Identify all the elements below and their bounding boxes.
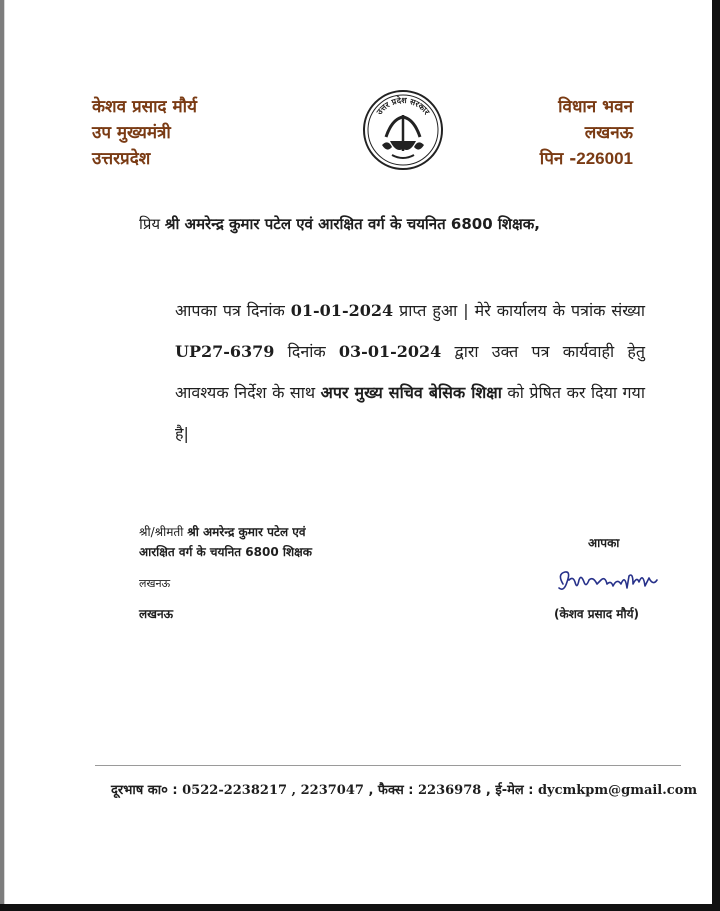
reference-date: 03-01-2024 [338,342,442,361]
emblem-text: उत्तर प्रदेश सरकार [374,95,432,117]
pin-number: 226001 [576,149,633,168]
recipient-city-1: लखनऊ [139,577,171,590]
phone-numbers: 0522-2238217 , 2237047 [182,783,364,798]
sender-state: उत्तरप्रदेश [92,149,151,169]
salutation [139,214,540,234]
salutation-addressee: श्री अमरेन्द्र कुमार पटेल एवं आरक्षित वर्ग के चयनित 6800 शिक्षक, [164,215,540,233]
footer-contact [111,780,697,798]
signatory-name: (केशव प्रसाद मौर्य) [554,607,640,621]
phone-label: दूरभाष का० : [111,783,183,798]
photo-edge-right [712,0,720,911]
sender-designation: उप मुख्यमंत्री [92,123,171,143]
sender-block [92,94,197,172]
building-name: विधान भवन [558,97,633,117]
letter-page [4,0,713,904]
closing-text: आपका [588,536,620,550]
body-text-2: प्राप्त हुआ | मेरे कार्यालय के पत्रांक संख्या [393,301,645,320]
pin-code [540,146,633,172]
salutation-prefix: प्रिय [139,215,165,233]
pin-label: पिन - [539,149,577,169]
signature-image [553,566,663,600]
footer-divider [95,765,681,766]
forwarded-to: अपर मुख्य सचिव बेसिक शिक्षा [320,383,502,402]
body-text-3: दिनांक [274,342,339,361]
body-text-5: को प्रेषित कर दिया गया है| [175,383,645,443]
body-text-1: आपका पत्र दिनांक [175,301,291,320]
letter-date: 01-01-2024 [290,301,394,320]
reference-number: UP27-6379 [175,342,275,361]
photo-edge-bottom [0,904,720,911]
email-link[interactable]: dycmkpm@gmail.com [537,783,698,798]
up-government-emblem-icon [362,89,444,171]
email-label: , ई-मेल : [481,783,538,798]
svg-text:उत्तर प्रदेश सरकार [374,95,431,117]
recipient-block [139,522,312,562]
recipient-city-2: लखनऊ [139,607,174,621]
fax-number: 2236978 [418,783,482,798]
address-block [540,94,633,172]
recipient-prefix: श्री/श्रीमती [139,525,188,539]
sender-name: केशव प्रसाद मौर्य [92,97,197,117]
recipient-line-2: आरक्षित वर्ग के चयनित 6800 शिक्षक [139,545,312,559]
city-name: लखनऊ [584,123,633,143]
fax-label: , फैक्स : [363,783,418,798]
body-text-4: द्वारा उक्त पत्र कार्यवाही हेतु आवश्यक निर्देश के साथ [175,342,645,402]
letter-body [175,290,645,454]
recipient-line-1: श्री अमरेन्द्र कुमार पटेल एवं [187,525,306,539]
